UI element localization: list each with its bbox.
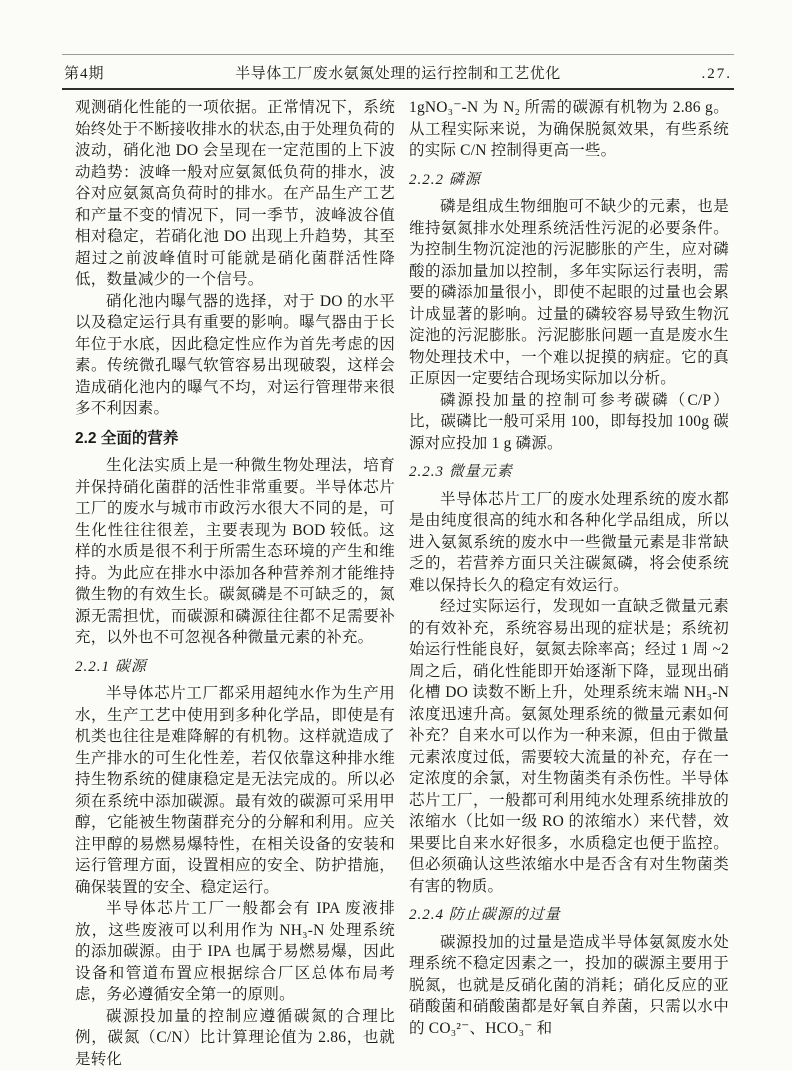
- paragraph: 生化法实质上是一种微生物处理法，培育并保持硝化菌群的活性非常重要。半导体芯片工厂的废水与城市市政污水很大不同的是，可生化性往往很差，主要表现为 BOD 较低。这样的水质是很不利于所需生态环境的产生和维持。为此应在排水中添加各种营养剂才能维持微生物的有效生长。碳氮磷是不可缺乏的，氮源无需担忧，而碳源和磷源往往都不足需要补充，以外也不可忽视各种微量元素的补充。: [75, 455, 395, 649]
- section-heading: 2.2.3 微量元素: [409, 462, 729, 484]
- page-number: .27.: [612, 66, 732, 83]
- header-row: [62, 55, 734, 88]
- section-heading: 2.2.4 防止碳源的过量: [409, 905, 729, 927]
- paragraph: 半导体芯片工厂的废水处理系统的废水都是由纯度很高的纯水和各种化学品组成，所以进入氨氮系统的废水中一些微量元素是非常缺乏的，若营养方面只关注碳氮磷，将会使系统难以保持长久的稳定有效运行。: [409, 489, 729, 597]
- section-heading: 2.2 全面的营养: [75, 428, 395, 450]
- right-column: [409, 97, 729, 1070]
- paragraph: 磷源投加量的控制可参考碳磷（C/P）比，碳磷比一般可采用 100，即每投加 100g 碳源对应投加 1 g 磷源。: [409, 390, 729, 455]
- journal-issue: 第4期: [64, 62, 184, 83]
- article-body: [75, 97, 729, 1070]
- paragraph: 硝化池内曝气器的选择，对于 DO 的水平以及稳定运行具有重要的影响。曝气器由于长年位于水底，因此稳定性应作为首先考虑的因素。传统微孔曝气软管容易出现破裂，这样会造成硝化池内的曝气不均，对运行管理带来很多不利因素。: [75, 291, 395, 420]
- paragraph: 1gNO₃⁻-N 为 N₂ 所需的碳源有机物为 2.86 g。从工程实际来说，为确保脱氮效果，有些系统的实际 C/N 控制得更高一些。: [409, 97, 729, 162]
- paragraph: 经过实际运行，发现如一直缺乏微量元素的有效补充，系统容易出现的症状是；系统初始运行性能良好，氨氮去除率高；经过 1 周 ~2 周之后，硝化性能即开始逐渐下降，显现出硝化槽 DO 读数不断上升，处理系统末端 NH₃-N 浓度迅速升高。氨氮处理系统的微量元素如何补充？自来水可以作为一种来源，但由于微量元素浓度过低，需要较大流量的补充，存在一定浓度的余氯，对生物菌类有杀伤性。半导体芯片工厂，一般都可利用纯水处理系统排放的浓缩水（比如一级 RO 的浓缩水）来代替，效果要比自来水好很多，水质稳定也便于监控。但必须确认这些浓缩水中是否含有对生物菌类有害的物质。: [409, 596, 729, 897]
- paragraph: 半导体芯片工厂都采用超纯水作为生产用水，生产工艺中使用到多种化学品，即使是有机类也往往是难降解的有机物。这样就造成了生产排水的可生化性差，若仅依靠这种排水维持生物系统的健康稳定是无法完成的。所以必须在系统中添加碳源。最有效的碳源可采用甲醇，它能被生物菌群充分的分解和利用。应关注甲醇的易燃易爆特性，在相关设备的安装和运行管理方面，设置相应的安全、防护措施，确保装置的安全、稳定运行。: [75, 683, 395, 898]
- paragraph: 磷是组成生物细胞可不缺少的元素，也是维持氨氮排水处理系统活性污泥的必要条件。为控制生物沉淀池的污泥膨胀的产生，应对磷酸的添加量加以控制，多年实际运行表明，需要的磷添加量很小，即使不起眼的过量也会累计成显著的影响。过量的磷较容易导致生物沉淀池的污泥膨胀。污泥膨胀问题一直是废水生物处理技术中，一个难以捉摸的病症。它的真正原因一定要结合现场实际加以分析。: [409, 196, 729, 390]
- running-title: 半导体工厂废水氨氮处理的运行控制和工艺优化: [184, 62, 612, 83]
- left-column: [75, 97, 395, 1070]
- paragraph: 碳源投加的过量是造成半导体氨氮废水处理系统不稳定因素之一，投加的碳源主要用于脱氮，也就是反硝化菌的消耗；硝化反应的亚硝酸菌和硝酸菌都是好氧自养菌，只需以水中的 CO₃²⁻、HCO₃⁻ 和: [409, 932, 729, 1040]
- paragraph: 碳源投加量的控制应遵循碳氮的合理比例，碳氮（C/N）比计算理论值为 2.86，也就是转化: [75, 1006, 395, 1070]
- page-header: [62, 54, 734, 90]
- section-heading: 2.2.1 碳源: [75, 657, 395, 679]
- paragraph: 观测硝化性能的一项依据。正常情况下，系统始终处于不断接收排水的状态,由于处理负荷的波动，硝化池 DO 会呈现在一定范围的上下波动趋势：波峰一般对应氨氮低负荷的排水，波谷对应氨氮高负荷时的排水。在产品生产工艺和产量不变的情况下，同一季节，波峰波谷值相对稳定，若硝化池 DO 出现上升趋势，其至超过之前波峰值时可能就是硝化菌群活性降低，数量减少的一个信号。: [75, 97, 395, 291]
- section-heading: 2.2.2 磷源: [409, 170, 729, 192]
- header-rule-bottom: [62, 88, 734, 90]
- paragraph: 半导体芯片工厂一般都会有 IPA 废液排放，这些废液可以利用作为 NH₃-N 处理系统的添加碳源。由于 IPA 也属于易燃易爆，因此设备和管道布置应根据综合厂区总体布局考虑，务必遵循安全第一的原则。: [75, 898, 395, 1006]
